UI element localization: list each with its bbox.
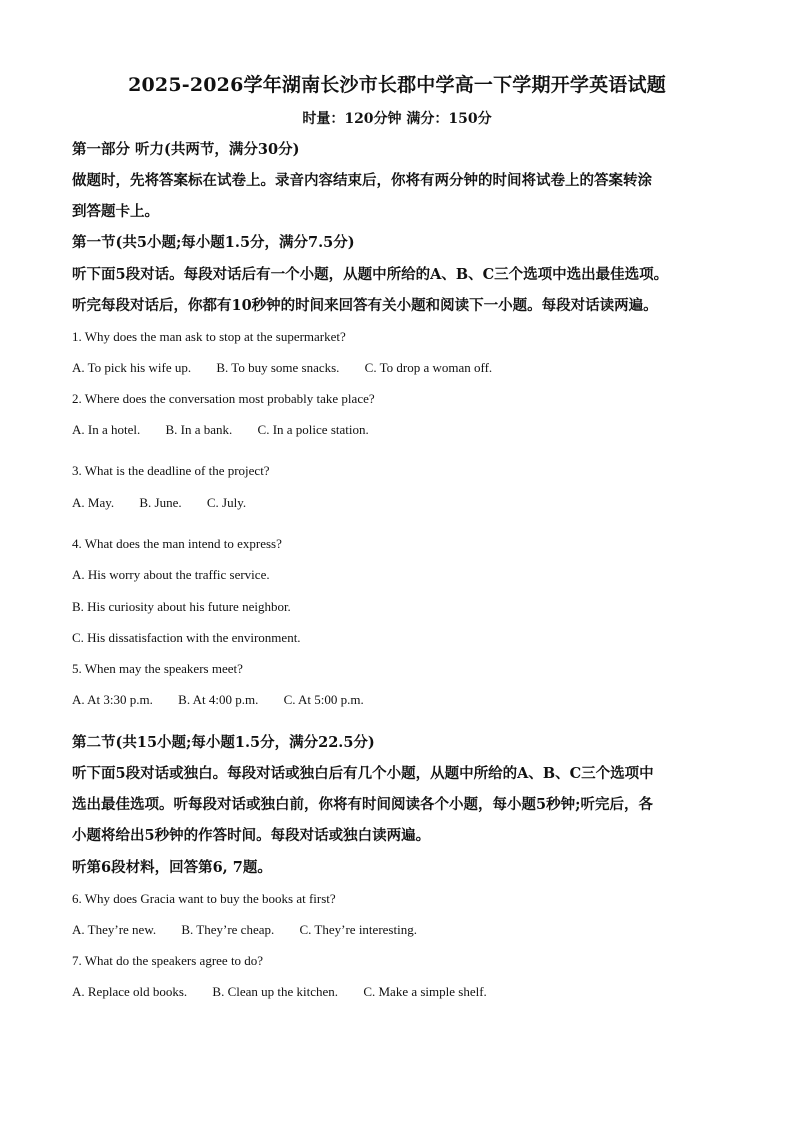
option-b: B. His curiosity about his future neighbor. xyxy=(72,599,291,614)
option-c: C. They’re interesting. xyxy=(299,922,417,937)
material-note: 听第6段材料，回答第6, 7题。 xyxy=(72,859,272,876)
section1-instructions-line2: 听完每段对话后，你都有10秒钟的时间来回答有关小题和阅读下一小题。每段对话读两遍。 xyxy=(72,297,658,314)
option-b: B. Clean up the kitchen. xyxy=(212,984,339,999)
exam-title: 2025-2026学年湖南长沙市长郡中学高一下学期开学英语试题 xyxy=(128,74,666,96)
option-a: A. In a hotel. xyxy=(72,422,141,437)
question-options xyxy=(72,495,732,511)
question-stem: 2. Where does the conversation most probably take place? xyxy=(72,391,375,406)
option-c: C. In a police station. xyxy=(257,422,369,437)
question-stem: 1. Why does the man ask to stop at the supermarket? xyxy=(72,329,346,344)
question-stem: 3. What is the deadline of the project? xyxy=(72,463,270,478)
section1-instructions-line1: 听下面5段对话。每段对话后有一个小题，从题中所给的A、B、C三个选项中选出最佳选项。 xyxy=(72,266,669,283)
option-c: C. Make a simple shelf. xyxy=(363,984,487,999)
question-options xyxy=(72,984,732,1000)
option-b: B. They’re cheap. xyxy=(181,922,275,937)
section2-instructions-line2: 选出最佳选项。听每段对话或独白前，你将有时间阅读各个小题，每小题5秒钟;听完后，各 xyxy=(72,796,653,813)
option-b: B. At 4:00 p.m. xyxy=(178,692,259,707)
option-b: B. To buy some snacks. xyxy=(216,360,340,375)
part1-instructions-line2: 到答题卡上。 xyxy=(72,203,159,220)
question-stem: 5. When may the speakers meet? xyxy=(72,661,243,676)
option-c: C. July. xyxy=(206,495,247,510)
option-c: C. His dissatisfaction with the environment. xyxy=(72,630,301,645)
exam-time-score: 时量：120分钟 满分：150分 xyxy=(302,111,492,127)
question-options xyxy=(72,422,732,438)
option-a: A. To pick his wife up. xyxy=(72,360,192,375)
option-b: B. In a bank. xyxy=(165,422,233,437)
question-options xyxy=(72,692,732,708)
question-options xyxy=(72,922,732,938)
section2-heading: 第二节(共15小题;每小题1.5分，满分22.5分) xyxy=(72,734,375,751)
option-c: C. At 5:00 p.m. xyxy=(283,692,364,707)
section2-instructions-line1: 听下面5段对话或独白。每段对话或独白后有几个小题，从题中所给的A、B、C三个选项中 xyxy=(72,765,654,782)
question-options xyxy=(72,360,732,376)
part1-heading: 第一部分 听力(共两节，满分30分) xyxy=(72,141,300,158)
option-a: A. May. xyxy=(72,495,115,510)
question-stem: 6. Why does Gracia want to buy the books at first? xyxy=(72,891,336,906)
question-stem: 7. What do the speakers agree to do? xyxy=(72,953,264,968)
option-a: A. At 3:30 p.m. xyxy=(72,692,153,707)
option-a: A. His worry about the traffic service. xyxy=(72,567,270,582)
option-b: B. June. xyxy=(139,495,182,510)
option-a: A. They’re new. xyxy=(72,922,157,937)
option-c: C. To drop a woman off. xyxy=(364,360,493,375)
part1-instructions-line1: 做题时，先将答案标在试卷上。录音内容结束后，你将有两分钟的时间将试卷上的答案转涂 xyxy=(72,172,652,189)
option-a: A. Replace old books. xyxy=(72,984,188,999)
question-stem: 4. What does the man intend to express? xyxy=(72,536,282,551)
section2-instructions-line3: 小题将给出5秒钟的作答时间。每段对话或独白读两遍。 xyxy=(72,827,431,844)
section1-heading: 第一节(共5小题;每小题1.5分，满分7.5分) xyxy=(72,234,355,251)
